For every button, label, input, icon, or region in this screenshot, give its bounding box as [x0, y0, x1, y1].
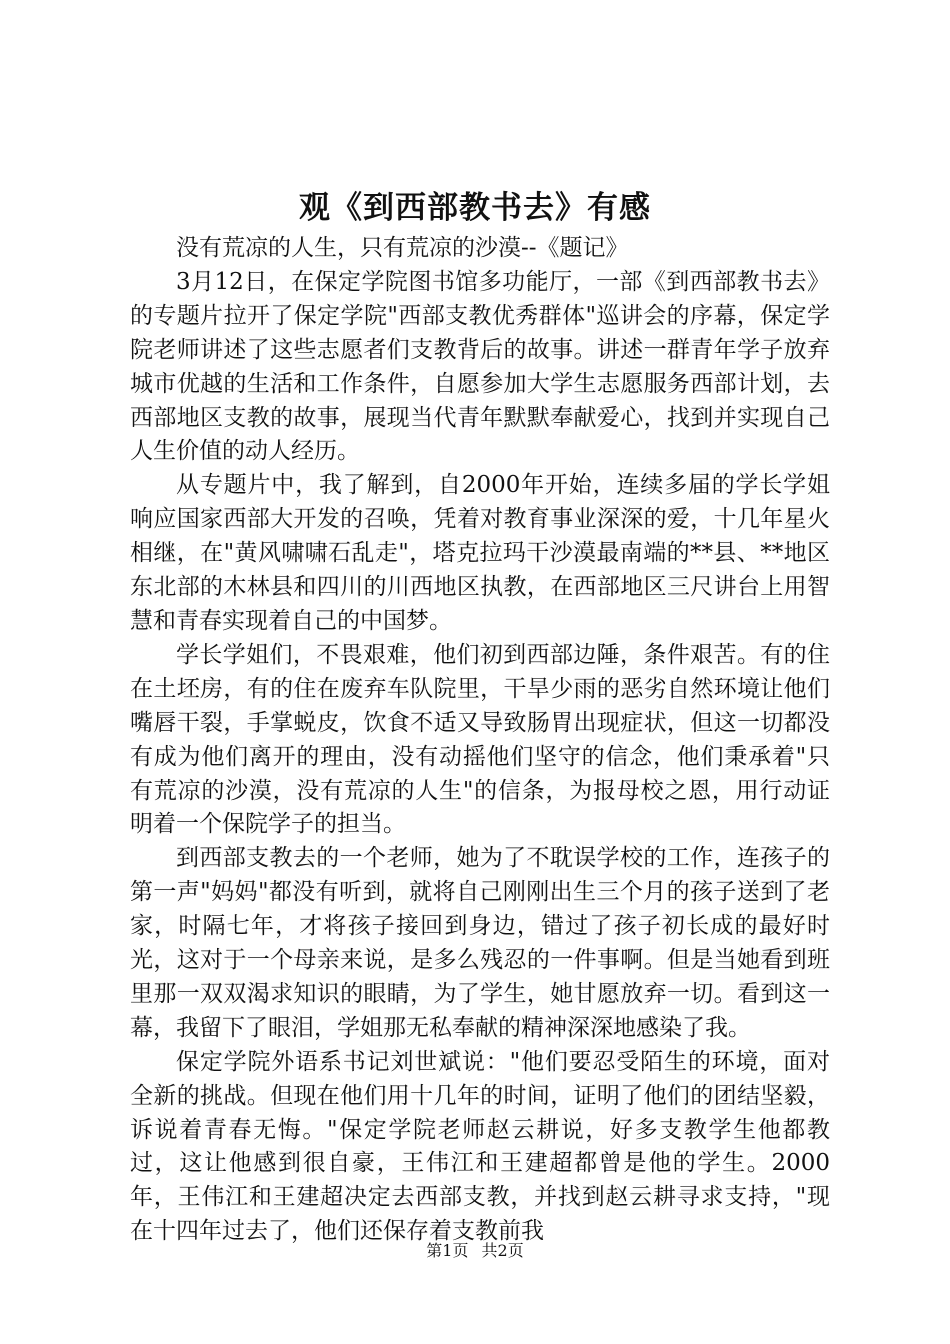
- paragraph: 从专题片中，我了解到，自2000年开始，连续多届的学长学姐响应国家西部大开发的召唤，凭着对教育事业深深的爱，十几年星火相继，在"黄风啸啸石乱走"，塔克拉玛干沙漠最南端的**县、**地区东北部的木林县和四川的川西地区执教，在西部地区三尺讲台上用智慧和青春实现着自己的中国梦。: [130, 472, 830, 634]
- document-title: 观《到西部教书去》有感: [299, 190, 651, 226]
- paragraph: 到西部支教去的一个老师，她为了不耽误学校的工作，连孩子的第一声"妈妈"都没有听到，就将自己刚刚出生三个月的孩子送到了老家，时隔七年，才将孩子接回到身边，错过了孩子初长成的最好时光，这对于一个母亲来说，是多么残忍的一件事啊。但是当她看到班里那一双双渴求知识的眼睛，为了学生，她甘愿放弃一切。看到这一幕，我留下了眼泪，学姐那无私奉献的精神深深地感染了我。: [130, 845, 830, 1041]
- document-body: [130, 232, 830, 1249]
- page-footer: [0, 1240, 950, 1262]
- paragraph: 学长学姐们，不畏艰难，他们初到西部边陲，条件艰苦。有的住在土坯房，有的住在废弃车队院里，干旱少雨的恶劣自然环境让他们嘴唇干裂，手掌蜕皮，饮食不适又导致肠胃出现症状，但这一切都没有成为他们离开的理由，没有动摇他们坚守的信念，他们秉承着"只有荒凉的沙漠，没有荒凉的人生"的信条，为报母校之恩，用行动证明着一个保院学子的担当。: [130, 641, 830, 838]
- paragraph: 保定学院外语系书记刘世斌说："他们要忍受陌生的环境，面对全新的挑战。但现在他们用十几年的时间，证明了他们的团结坚毅，诉说着青春无悔。"保定学院老师赵云耕说，好多支教学生他都教过，这让他感到很自豪，王伟江和王建超都曾是他的学生。2000年，王伟江和王建超决定去西部支教，并找到赵云耕寻求支持，"现在十四年过去了，他们还保存着支教前我: [130, 1048, 830, 1245]
- paragraph: 3月12日，在保定学院图书馆多功能厅，一部《到西部教书去》的专题片拉开了保定学院"西部支教优秀群体"巡讲会的序幕，保定学院老师讲述了这些志愿者们支教背后的故事。讲述一群青年学子放弃城市优越的生活和工作条件，自愿参加大学生志愿服务西部计划，去西部地区支教的故事，展现当代青年默默奉献爱心，找到并实现自己人生价值的动人经历。: [130, 268, 830, 465]
- page-number-total: 共2页: [481, 1241, 524, 1260]
- page-number-current: 第1页: [426, 1241, 469, 1260]
- paragraph-epigraph: 没有荒凉的人生，只有荒凉的沙漠--《题记》: [176, 235, 629, 261]
